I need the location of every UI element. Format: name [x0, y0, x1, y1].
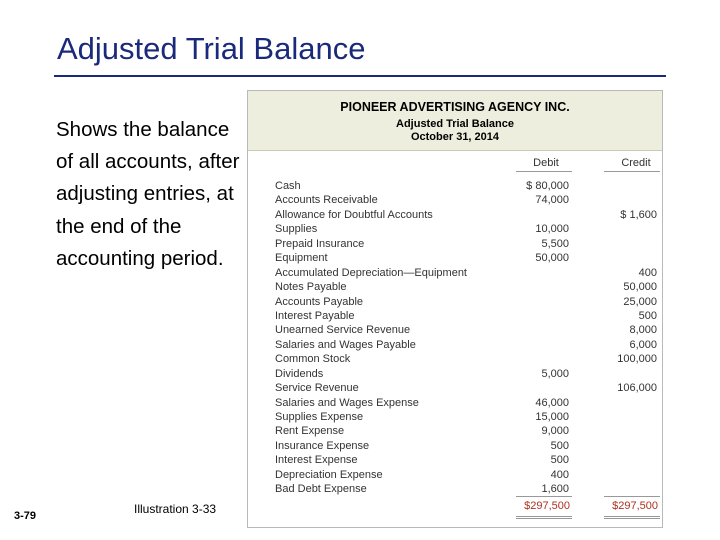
- account-name: Rent Expense: [275, 425, 345, 438]
- debit-subtotal-rule: [516, 496, 572, 497]
- table-row: [275, 352, 665, 366]
- account-name: Interest Payable: [275, 309, 355, 322]
- table-header: [248, 91, 662, 151]
- slide-title: Adjusted Trial Balance: [57, 31, 366, 66]
- table-row: [275, 251, 665, 265]
- account-name: Supplies: [275, 223, 318, 236]
- account-name: Notes Payable: [275, 281, 347, 294]
- debit-amount: 10,000: [535, 223, 569, 236]
- table-row: [275, 367, 665, 381]
- credit-amount: 400: [638, 266, 657, 279]
- debit-amount: 500: [550, 454, 569, 467]
- table-row: [275, 453, 665, 467]
- table-row: [275, 410, 665, 424]
- credit-double-rule-bottom: [604, 518, 660, 519]
- account-name: Service Revenue: [275, 382, 359, 395]
- account-name: Salaries and Wages Payable: [275, 338, 416, 351]
- table-row: [275, 295, 665, 309]
- account-name: Interest Expense: [275, 454, 358, 467]
- account-name: Accounts Payable: [275, 295, 364, 308]
- title-divider: [54, 75, 666, 77]
- table-row: [275, 439, 665, 453]
- credit-amount: 100,000: [617, 353, 657, 366]
- credit-amount: 6,000: [629, 338, 657, 351]
- debit-header-rule: [516, 171, 572, 172]
- table-row: [275, 222, 665, 236]
- table-row: [275, 237, 665, 251]
- illustration-caption: Illustration 3-33: [134, 502, 217, 516]
- debit-amount: 50,000: [535, 252, 569, 265]
- account-name: Unearned Service Revenue: [275, 324, 411, 337]
- debit-amount: 74,000: [535, 194, 569, 207]
- slide-number: 3-79: [14, 510, 37, 522]
- account-name: Accounts Receivable: [275, 194, 378, 207]
- account-name: Common Stock: [275, 353, 351, 366]
- debit-double-rule-bottom: [516, 518, 572, 519]
- account-name: Bad Debt Expense: [275, 483, 367, 496]
- debit-amount: 400: [550, 468, 569, 481]
- table-row: [275, 468, 665, 482]
- debit-amount: 46,000: [535, 396, 569, 409]
- table-row: [275, 482, 665, 496]
- debit-amount: 15,000: [535, 411, 569, 423]
- credit-column-header: Credit: [621, 157, 651, 169]
- account-name: Allowance for Doubtful Accounts: [275, 208, 433, 221]
- table-row: [275, 280, 665, 294]
- credit-amount: 50,000: [623, 281, 657, 294]
- debit-amount: 500: [550, 439, 569, 452]
- credit-amount: 8,000: [629, 324, 657, 337]
- debit-amount: 5,000: [541, 367, 569, 380]
- account-name: Salaries and Wages Expense: [275, 396, 419, 409]
- statement-date: October 31, 2014: [410, 131, 500, 143]
- account-name: Accumulated Depreciation—Equipment: [275, 266, 467, 279]
- table-row: [275, 266, 665, 280]
- slide-description: Shows the balance of all accounts, after adjusting entries, at the end of the accounting period.: [56, 118, 240, 270]
- account-name: Cash: [275, 180, 301, 192]
- credit-subtotal-rule: [604, 496, 660, 497]
- credit-amount: 500: [638, 309, 657, 322]
- account-name: Dividends: [275, 367, 324, 380]
- debit-amount: 5,500: [541, 237, 569, 250]
- table-row: [275, 309, 665, 323]
- debit-double-rule-top: [516, 516, 572, 517]
- credit-amount: 25,000: [623, 295, 657, 308]
- table-row: [275, 338, 665, 352]
- table-row: [275, 323, 665, 337]
- table-row: [275, 208, 665, 222]
- account-name: Insurance Expense: [275, 439, 370, 452]
- debit-amount: 1,600: [541, 483, 569, 496]
- account-name: Depreciation Expense: [275, 468, 383, 481]
- debit-amount: 9,000: [541, 425, 569, 438]
- table-row: [275, 179, 665, 193]
- total-debit: $297,500: [524, 500, 570, 512]
- credit-amount: 106,000: [617, 382, 657, 395]
- total-credit: $297,500: [612, 500, 658, 512]
- account-name: Prepaid Insurance: [275, 237, 365, 250]
- debit-amount: $ 80,000: [526, 180, 569, 192]
- trial-balance-table: [247, 90, 663, 528]
- account-name: Equipment: [275, 252, 328, 265]
- table-row: [275, 381, 665, 395]
- credit-header-rule: [604, 171, 660, 172]
- company-name: PIONEER ADVERTISING AGENCY INC.: [340, 100, 570, 114]
- credit-amount: $ 1,600: [620, 208, 657, 221]
- statement-name: Adjusted Trial Balance: [396, 118, 514, 130]
- account-rows: [275, 179, 665, 497]
- table-row: [275, 424, 665, 438]
- table-row: [275, 193, 665, 207]
- debit-column-header: Debit: [533, 157, 559, 169]
- table-row: [275, 396, 665, 410]
- account-name: Supplies Expense: [275, 411, 364, 423]
- credit-double-rule-top: [604, 516, 660, 517]
